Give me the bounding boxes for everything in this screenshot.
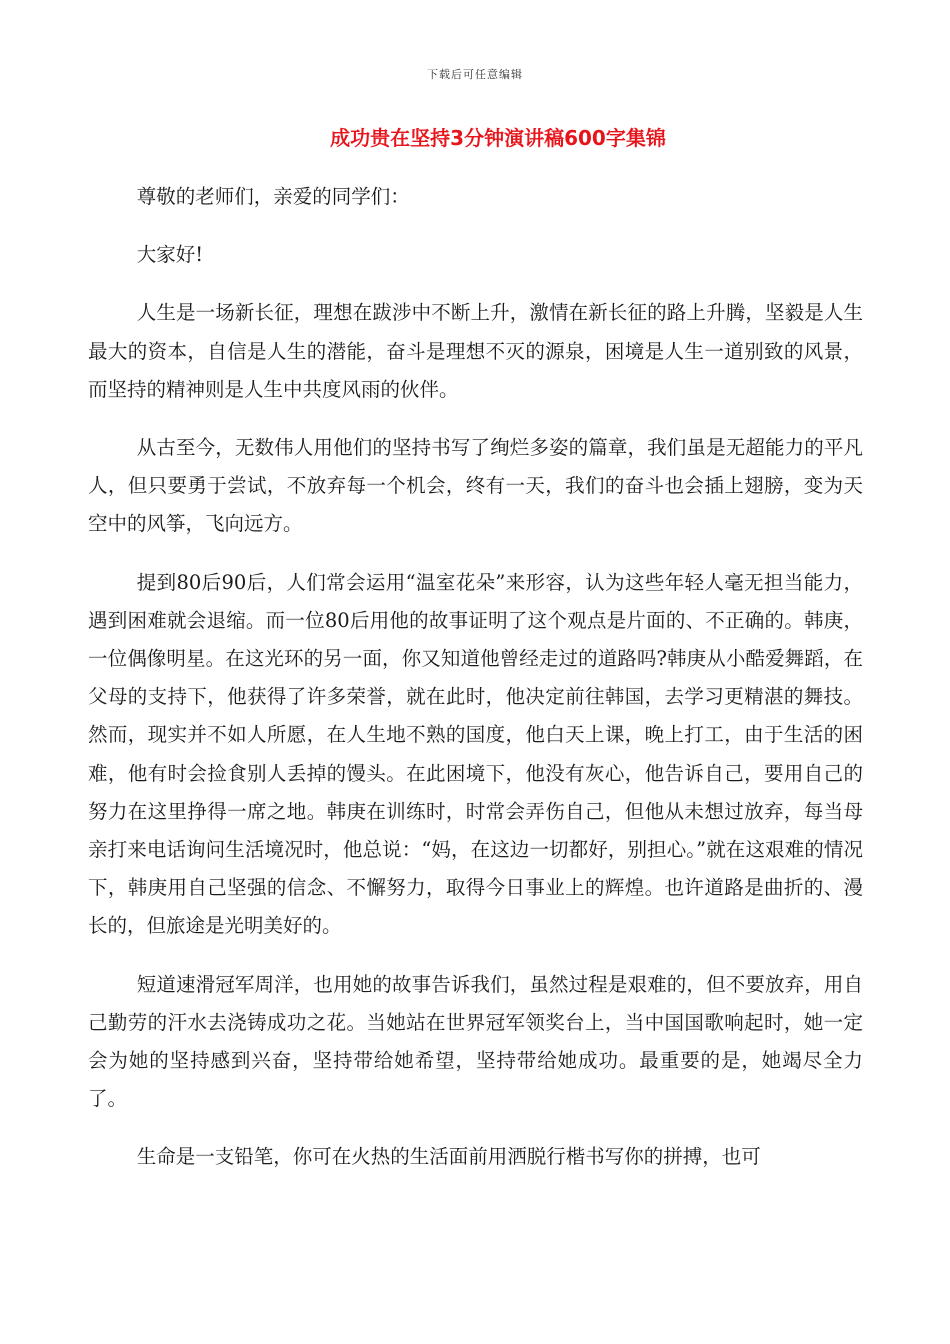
document-body	[88, 178, 863, 1197]
paragraph: 提到80后90后，人们常会运用“温室花朵”来形容，认为这些年轻人毫无担当能力，遇到困难就会退缩。而一位80后用他的故事证明了这个观点是片面的、不正确的。韩庚，一位偶像明星。在这光环的另一面，你又知道他曾经走过的道路吗?韩庚从小酷爱舞蹈，在父母的支持下，他获得了许多荣誉，就在此时，他决定前往韩国，去学习更精湛的舞技。然而，现实并不如人所愿，在人生地不熟的国度，他白天上课，晚上打工，由于生活的困难，他有时会捡食别人丢掉的馒头。在此困境下，他没有灰心，他告诉自己，要用自己的努力在这里挣得一席之地。韩庚在训练时，时常会弄伤自己，但他从未想过放弃，每当母亲打来电话询问生活境况时，他总说：“妈，在这边一切都好，别担心。”就在这艰难的情况下，韩庚用自己坚强的信念、不懈努力，取得今日事业上的辉煌。也许道路是曲折的、漫长的，但旅途是光明美好的。	[88, 570, 863, 938]
paragraph: 从古至今，无数伟人用他们的坚持书写了绚烂多姿的篇章，我们虽是无超能力的平凡人，但只要勇于尝试，不放弃每一个机会，终有一天，我们的奋斗也会插上翅膀，变为天空中的风筝，飞向远方。	[88, 436, 863, 536]
document-title: 成功贵在坚持3分钟演讲稿600字集锦	[330, 126, 666, 150]
paragraph: 短道速滑冠军周洋，也用她的故事告诉我们，虽然过程是艰难的，但不要放弃，用自己勤劳的汗水去浇铸成功之花。当她站在世界冠军领奖台上，当中国国歌响起时，她一定会为她的坚持感到兴奋，坚持带给她希望，坚持带给她成功。最重要的是，她竭尽全力了。	[88, 972, 863, 1111]
paragraph-salutation: 尊敬的老师们，亲爱的同学们：	[136, 185, 410, 208]
paragraph-greeting: 大家好!	[136, 243, 204, 267]
header-note: 下载后可任意编辑	[427, 68, 523, 81]
paragraph: 人生是一场新长征，理想在跋涉中不断上升，激情在新长征的路上升腾，坚毅是人生最大的资本，自信是人生的潜能，奋斗是理想不灭的源泉，困境是人生一道别致的风景，而坚持的精神则是人生中共度风雨的伙伴。	[88, 301, 863, 401]
paragraph: 生命是一支铅笔，你可在火热的生活面前用洒脱行楷书写你的拼搏，也可	[136, 1145, 761, 1169]
